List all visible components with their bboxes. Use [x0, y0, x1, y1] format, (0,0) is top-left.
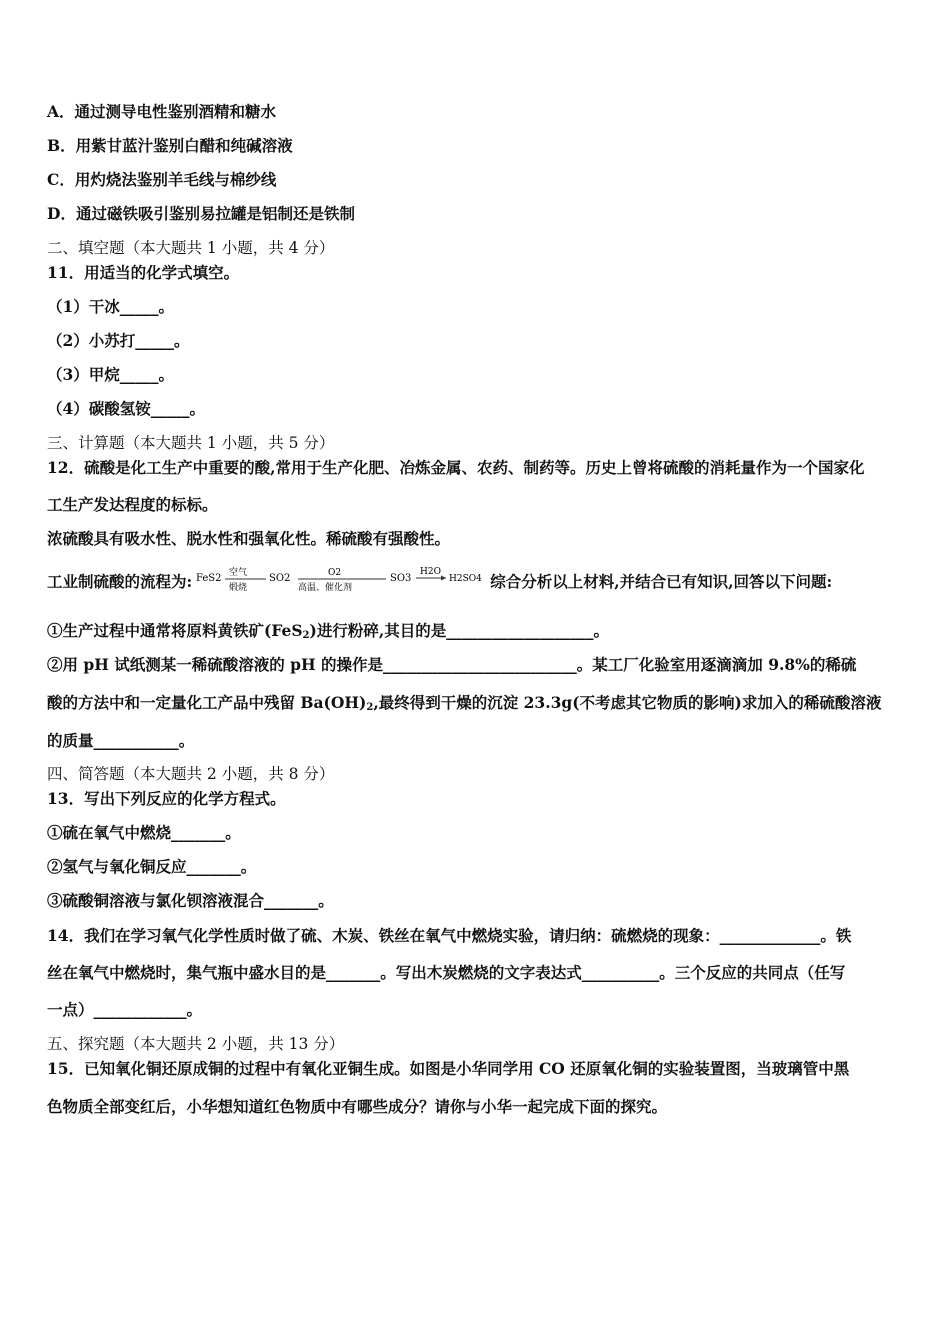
- q14-line-2: 丝在氧气中燃烧时，集气瓶中盛水目的是_______。写出木炭燃烧的文字表达式__________。三个反应的共同点（任写: [47, 963, 846, 982]
- section-4-title: 四、简答题（本大题共 2 小题，共 8 分）: [47, 765, 335, 783]
- q12-flow-line: [47, 566, 832, 600]
- section-2-title: 二、填空题（本大题共 1 小题，共 4 分）: [47, 239, 335, 257]
- q13-item-1: ①硫在氧气中燃烧_______。: [47, 823, 241, 842]
- q11-item-1: （1）干冰_____。: [47, 297, 175, 316]
- q12-part-2-line-2-post: ,最终得到干燥的沉淀 23.3g(不考虑其它物质的影响)求加入的稀硫酸溶液: [373, 693, 882, 712]
- q12-part-2-line-3: 的质量___________。: [47, 731, 195, 750]
- option-c: C．用灼烧法鉴别羊毛线与棉纱线: [47, 170, 277, 189]
- q14-line-1: 14．我们在学习氧气化学性质时做了硫、木炭、铁丝在氧气中燃烧实验，请归纳：硫燃烧的现象：_____________。铁: [47, 926, 852, 945]
- flow-h2o: H2O: [420, 567, 442, 577]
- flow-h2so4: H2SO4: [449, 574, 483, 584]
- q12-line-3: 浓硫酸具有吸水性、脱水性和强氧化性。稀硫酸有强酸性。: [47, 529, 451, 548]
- q11-item-3: （3）甲烷_____。: [47, 365, 175, 384]
- flow-condition: 高温、催化剂: [298, 583, 353, 593]
- q12-part-1-subscript: 2: [302, 630, 310, 641]
- q12-part-2-line-1: ②用 pH 试纸测某一稀硫酸溶液的 pH 的操作是_________________________。某工厂化验室用逐滴滴加 9.8%的稀硫: [47, 655, 857, 674]
- q15-line-2: 色物质全部变红后，小华想知道红色物质中有哪些成分？请你与小华一起完成下面的探究。: [47, 1097, 668, 1116]
- q11-item-2: （2）小苏打_____。: [47, 331, 190, 350]
- q12-part-2-line-2: [47, 692, 881, 719]
- q11-stem: 11．用适当的化学式填空。: [47, 263, 240, 282]
- q12-line-1: 12．硫酸是化工生产中重要的酸,常用于生产化肥、冶炼金属、农药、制药等。历史上曾将硫酸的消耗量作为一个国家化: [47, 458, 865, 477]
- q14-line-3: 一点）____________。: [47, 1000, 203, 1019]
- flow-so2: SO2: [269, 573, 291, 584]
- flow-fes2: FeS2: [196, 573, 222, 584]
- section-5-title: 五、探究题（本大题共 2 小题，共 13 分）: [47, 1035, 345, 1053]
- flow-arrowhead-3: [441, 576, 446, 581]
- section-3-title: 三、计算题（本大题共 1 小题，共 5 分）: [47, 434, 335, 452]
- q12-part-1: [47, 620, 609, 647]
- flow-calcine: 煅烧: [229, 583, 248, 593]
- option-b: B．用紫甘蓝汁鉴别白醋和纯碱溶液: [47, 136, 293, 155]
- q13-item-3: ③硫酸铜溶液与氯化钡溶液混合_______。: [47, 891, 334, 910]
- q12-flow-suffix: 综合分析以上材料,并结合已有知识,回答以下问题:: [490, 572, 833, 591]
- q12-part-1-post: )进行粉碎,其目的是___________________。: [309, 621, 609, 640]
- flow-air: 空气: [229, 568, 248, 578]
- q13-stem: 13．写出下列反应的化学方程式。: [47, 789, 286, 808]
- q11-item-4: （4）碳酸氢铵_____。: [47, 399, 206, 418]
- flow-so3: SO3: [390, 573, 412, 584]
- q15-line-1: 15．已知氧化铜还原成铜的过程中有氧化亚铜生成。如图是小华同学用 CO 还原氧化铜的实验装置图，当玻璃管中黑: [47, 1059, 850, 1078]
- q12-part-2-subscript: 2: [366, 702, 374, 713]
- q12-part-2-line-2-pre: 酸的方法中和一定量化工产品中残留 Ba(OH): [47, 693, 367, 712]
- q12-line-2: 工生产发达程度的标标。: [47, 495, 218, 514]
- flow-o2: O2: [328, 568, 342, 578]
- q12-part-1-pre: ①生产过程中通常将原料黄铁矿(FeS: [47, 621, 303, 640]
- sulfuric-acid-process-flow: [194, 566, 488, 600]
- q12-flow-prefix: 工业制硫酸的流程为:: [47, 572, 193, 591]
- option-d: D．通过磁铁吸引鉴别易拉罐是铝制还是铁制: [47, 204, 355, 223]
- q13-item-2: ②氢气与氧化铜反应_______。: [47, 857, 257, 876]
- option-a: A．通过测导电性鉴别酒精和糖水: [47, 102, 277, 121]
